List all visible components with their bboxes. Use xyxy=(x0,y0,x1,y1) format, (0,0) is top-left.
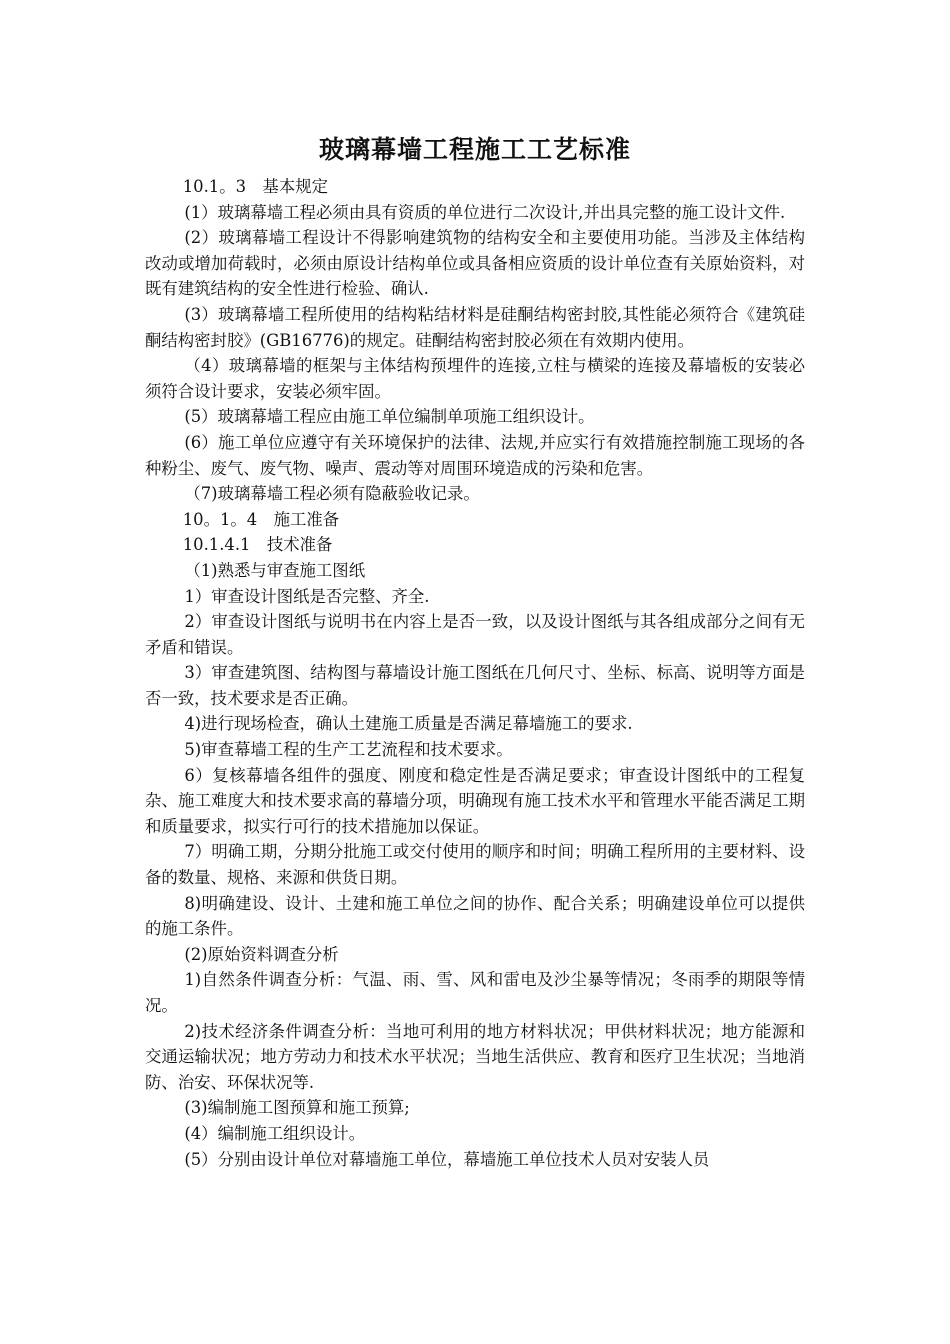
list-item: 1)自然条件调查分析：气温、雨、雪、风和雷电及沙尘暴等情况；冬雨季的期限等情况。 xyxy=(145,970,805,1015)
subsection-heading: 10.1.4.1 技术准备 xyxy=(182,535,333,555)
paragraph: (6）施工单位应遵守有关环境保护的法律、法规,并应实行有效措施控制施工现场的各种粉尘、废气、废气物、噪声、震动等对周围环境造成的污染和危害。 xyxy=(145,432,805,478)
paragraph: (5）玻璃幕墙工程应由施工单位编制单项施工组织设计。 xyxy=(184,407,595,427)
paragraph: (3）玻璃幕墙工程所使用的结构粘结材料是硅酮结构密封胶,其性能必须符合《建筑硅酮结构密封胶》(GB16776)的规定。硅酮结构密封胶必须在有效期内使用。 xyxy=(145,304,805,350)
list-item: 3）审查建筑图、结构图与幕墙设计施工图纸在几何尺寸、坐标、标高、说明等方面是否一致，技术要求是否正确。 xyxy=(145,663,805,708)
list-heading: (2)原始资料调查分析 xyxy=(184,944,339,964)
paragraph: （7)玻璃幕墙工程必须有隐蔽验收记录。 xyxy=(184,484,480,504)
section-heading: 10。1。4 施工准备 xyxy=(182,509,340,529)
paragraph: (1）玻璃幕墙工程必须由具有资质的单位进行二次设计,并出具完整的施工设计文件. xyxy=(184,202,786,222)
list-item: 1）审查设计图纸是否完整、齐全. xyxy=(184,586,430,606)
list-item: 7）明确工期，分期分批施工或交付使用的顺序和时间；明确工程所用的主要材料、设备的数量、规格、来源和供货日期。 xyxy=(145,842,805,888)
list-item: 2）审查设计图纸与说明书在内容上是否一致，以及设计图纸与其各组成部分之间有无矛盾和错误。 xyxy=(145,612,805,657)
list-heading: (3)编制施工图预算和施工预算; xyxy=(184,1098,410,1118)
list-heading: (5）分别由设计单位对幕墙施工单位，幕墙施工单位技术人员对安装人员 xyxy=(184,1149,710,1169)
list-item: 2)技术经济条件调查分析：当地可利用的地方材料状况；甲供材料状况；地方能源和交通运输状况；地方劳动力和技术水平状况；当地生活供应、教育和医疗卫生状况；当地消防、治安、环保状况等. xyxy=(145,1021,805,1092)
list-item: 4)进行现场检查，确认土建施工质量是否满足幕墙施工的要求. xyxy=(184,714,633,734)
document-body xyxy=(145,174,805,1172)
list-heading: （1)熟悉与审查施工图纸 xyxy=(184,560,366,580)
section-heading: 10.1。3 基本规定 xyxy=(182,177,328,196)
paragraph: （4）玻璃幕墙的框架与主体结构预埋件的连接,立柱与横梁的连接及幕墙板的安装必须符合设计要求，安装必须牢固。 xyxy=(145,356,805,401)
document-title: 玻璃幕墙工程施工工艺标准 xyxy=(318,135,631,164)
paragraph: (2）玻璃幕墙工程设计不得影响建筑物的结构安全和主要使用功能。当涉及主体结构改动或增加荷载时，必须由原设计结构单位或具备相应资质的设计单位查有关原始资料，对既有建筑结构的安全性进行检验、确认. xyxy=(145,228,805,299)
list-item: 5)审查幕墙工程的生产工艺流程和技术要求。 xyxy=(184,740,513,760)
list-item: 6）复核幕墙各组件的强度、刚度和稳定性是否满足要求；审查设计图纸中的工程复杂、施工难度大和技术要求高的幕墙分项，明确现有施工技术水平和管理水平能否满足工期和质量要求，拟实行可行的技术措施加以保证。 xyxy=(145,765,805,836)
list-heading: (4）编制施工组织设计。 xyxy=(184,1123,366,1143)
list-item: 8)明确建设、设计、土建和施工单位之间的协作、配合关系；明确建设单位可以提供的施工条件。 xyxy=(145,893,805,939)
